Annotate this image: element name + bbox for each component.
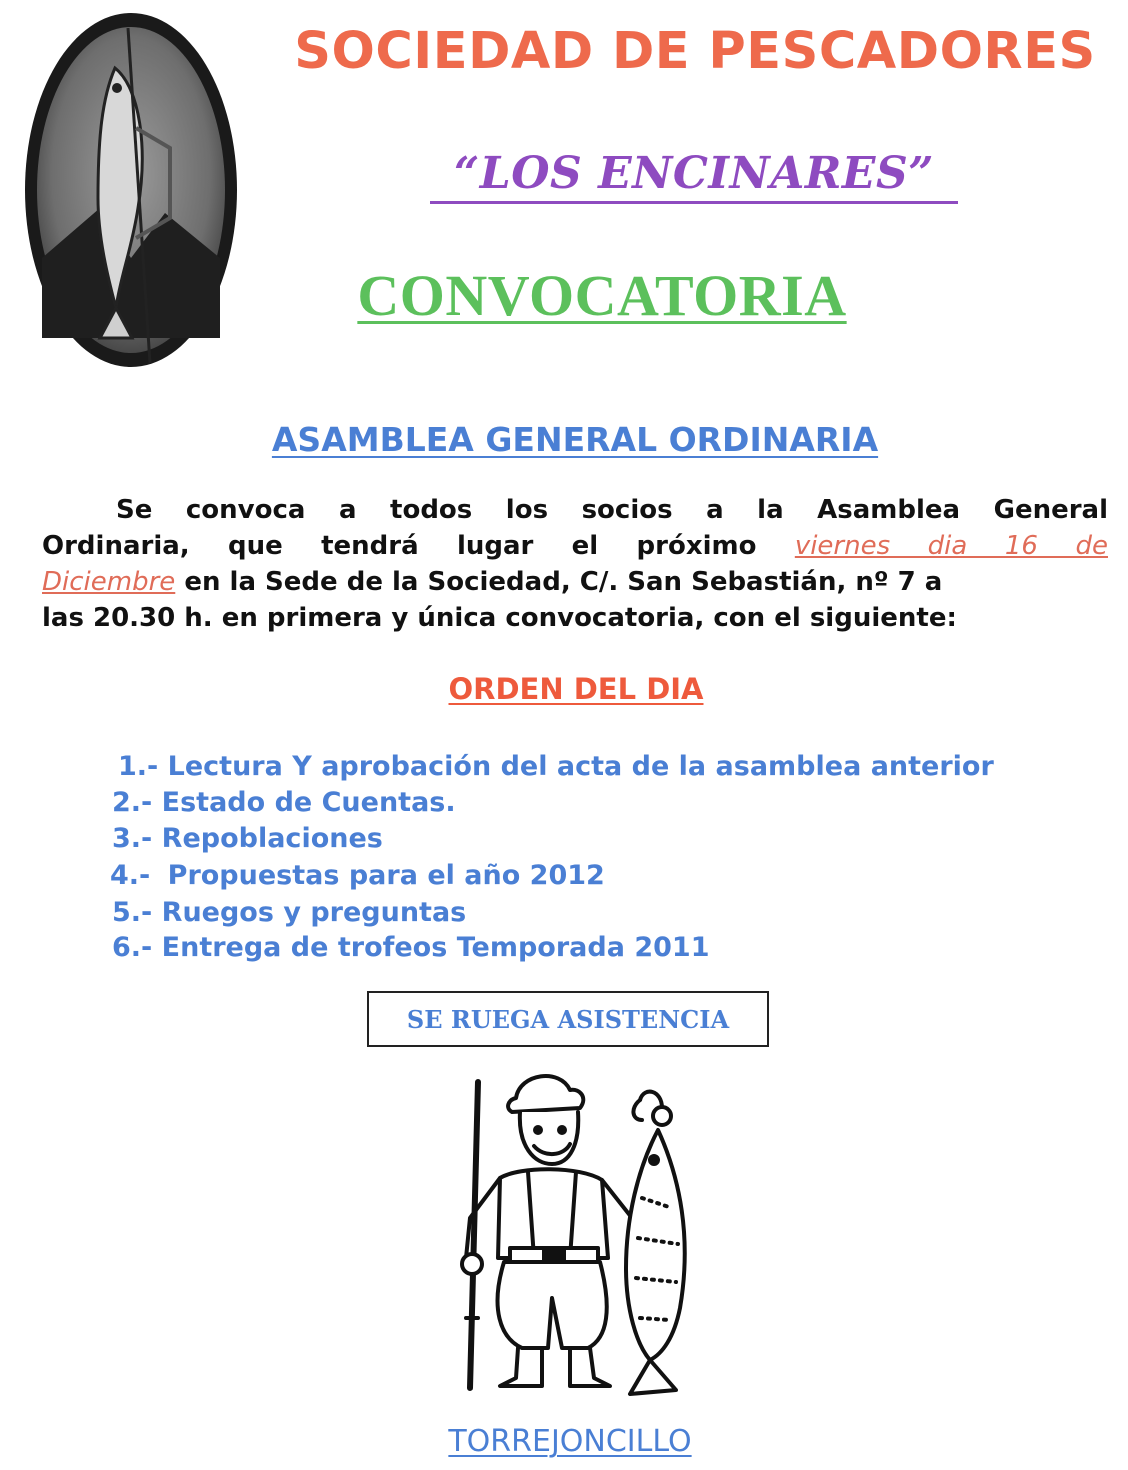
agenda-item-number: 6.-: [112, 932, 153, 963]
agenda-item-text: Ruegos y preguntas: [161, 897, 467, 928]
society-title: SOCIEDAD DE PESCADORES: [294, 22, 1096, 81]
body-line-2: [42, 528, 1108, 564]
agenda-item-number: 3.-: [112, 823, 153, 854]
agenda-item-text: Repoblaciones: [161, 823, 383, 854]
convocatoria-heading: CONVOCATORIA: [357, 263, 847, 328]
fisherman-illustration: [430, 1068, 702, 1402]
agenda-item: [112, 930, 709, 966]
agenda-item-number: 2.-: [112, 787, 153, 818]
body-line-3: [42, 564, 1108, 600]
attendance-notice-box: [367, 991, 769, 1047]
body-line-1: Se convoca a todos los socios a la Asamblea General: [116, 495, 1108, 525]
body-line-4: las 20.30 h. en primera y única convocatoria, con el siguiente:: [42, 603, 957, 633]
assembly-heading: ASAMBLEA GENERAL ORDINARIA: [271, 420, 879, 459]
agenda-item: [112, 785, 456, 821]
meeting-date: viernes dia 16 de: [794, 531, 1108, 561]
agenda-item: [112, 895, 466, 931]
society-name: “LOS ENCINARES”: [430, 148, 958, 204]
agenda-item-text: Estado de Cuentas.: [161, 787, 456, 818]
agenda-item: [118, 749, 994, 785]
town-name: TORREJONCILLO: [448, 1424, 692, 1459]
attendance-notice: SE RUEGA ASISTENCIA: [406, 1004, 730, 1034]
agenda-item-text: Entrega de trofeos Temporada 2011: [161, 932, 710, 963]
body-line-3-text: en la Sede de la Sociedad, C/. San Sebastián, nº 7 a: [184, 567, 943, 597]
agenda-item-number: 5.-: [112, 897, 153, 928]
fish-emblem-logo: [20, 8, 242, 373]
meeting-month: Diciembre: [42, 567, 176, 597]
agenda-item-text: Propuestas para el año 2012: [167, 860, 605, 891]
agenda-item-text: Lectura Y aprobación del acta de la asamblea anterior: [167, 751, 994, 782]
agenda-item-number: 4.-: [110, 860, 151, 891]
body-line-2-text: Ordinaria, que tendrá lugar el próximo: [42, 531, 757, 561]
agenda-item-number: 1.-: [118, 751, 159, 782]
agenda-item: [110, 858, 605, 894]
agenda-item: [112, 821, 383, 857]
agenda-heading: ORDEN DEL DIA: [448, 672, 704, 706]
